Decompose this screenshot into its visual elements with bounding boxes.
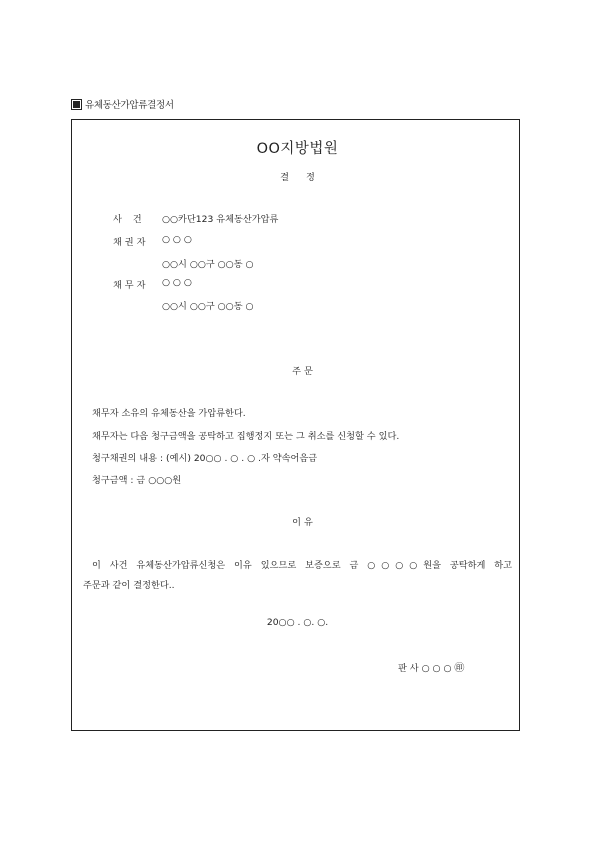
order-line-4: 청구금액 : 금 ○○○원 (92, 475, 182, 486)
order-line-1: 채무자 소유의 유체동산을 가압류한다. (92, 408, 246, 419)
debtor-address: ○○시 ○○구 ○○동 ○ (162, 301, 254, 312)
document-label (73, 97, 174, 111)
debtor-name: ○ ○ ○ (162, 277, 192, 288)
order-heading: 주 문 (292, 366, 313, 377)
reason-heading: 이 유 (292, 517, 313, 528)
judge-signature (398, 659, 464, 674)
judge-label: 판 사 ○ ○ ○ (398, 663, 452, 674)
debtor-label: 채 무 자 (113, 280, 146, 291)
creditor-address: ○○시 ○○구 ○○동 ○ (162, 259, 254, 270)
order-line-2: 채무자는 다음 청구금액을 공탁하고 집행정지 또는 그 취소를 신청할 수 있다. (92, 431, 400, 442)
creditor-name: ○ ○ ○ (162, 234, 192, 245)
order-line-3: 청구채권의 내용 : (예시) 20○○ . ○ . ○ .자 약속어음금 (92, 453, 318, 464)
case-value: ○○카단123 유체동산가압류 (162, 214, 279, 225)
case-label: 사 건 (113, 214, 142, 225)
document-type: 결 정 (280, 172, 315, 183)
seal-mark: ㊞ (454, 663, 465, 674)
square-bullet-icon (73, 101, 80, 108)
creditor-label: 채 권 자 (113, 237, 146, 248)
court-name: OO지방법원 (256, 141, 339, 157)
document-label-text: 유체동산가압류결정서 (85, 100, 174, 111)
decision-date: 20○○ . ○. ○. (266, 617, 329, 628)
reason-line-1: 이 사건 유체동산가압류신청은 이유 있으므로 보증으로 금 ○○○○원을 공탁하게 하고 (92, 560, 512, 571)
reason-line-2: 주문과 같이 결정한다.. (83, 580, 175, 591)
